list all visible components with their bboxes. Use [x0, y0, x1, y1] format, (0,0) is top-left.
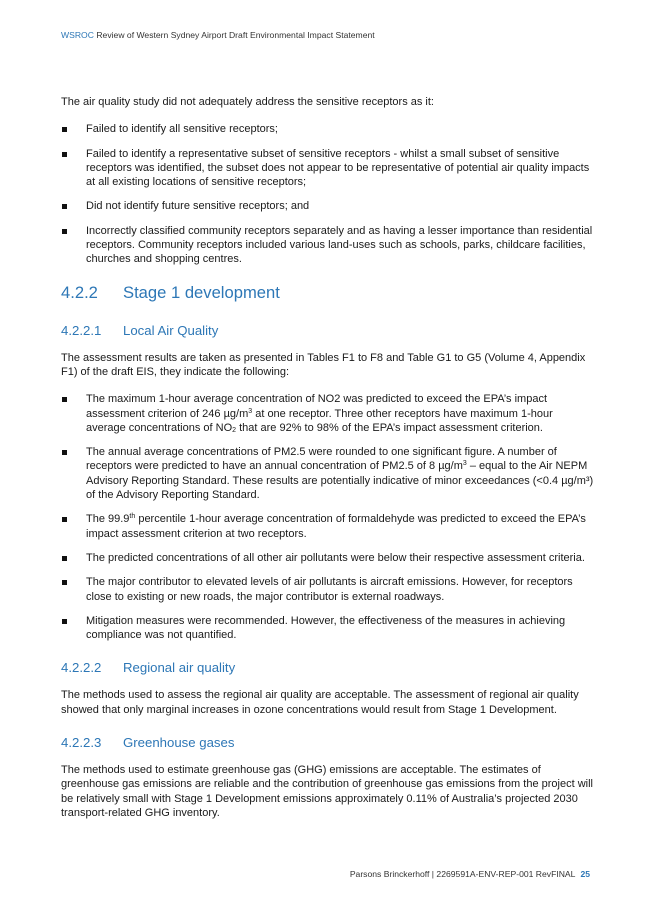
page-footer — [350, 869, 590, 879]
list-item: Incorrectly classified community receptors separately and as having a lesser importance than residential receptors. Community receptors included various land-uses such as schools, parks, childcare facilities, churches and shopping centres. — [61, 224, 595, 267]
header-title: Review of Western Sydney Airport Draft Environmental Impact Statement — [96, 30, 375, 40]
ghg-paragraph: The methods used to estimate greenhouse gas (GHG) emissions are acceptable. The estimates of greenhouse gas emissions are reliable and the contribution of greenhouse gas emissions from the project will be relatively small with Stage 1 Development emissions approximately 0.11% of Australia’s projected 2030 transport-related GHG inventory. — [61, 764, 593, 819]
local-paragraph: The assessment results are taken as presented in Tables F1 to F8 and Table G1 to G5 (Volume 4, Appendix F1) of the draft EIS, they indicate the following: — [61, 351, 586, 378]
document-body — [61, 95, 595, 833]
subsection-heading-ghg — [61, 735, 595, 751]
bullet-square-icon — [62, 127, 67, 132]
intro-bullet-list — [61, 122, 595, 266]
local-bullet-list — [61, 392, 595, 642]
regional-paragraph: The methods used to assess the regional air quality are acceptable. The assessment of regional air quality showed that only marginal increases in ozone concentrations would result from Stage 1 Development. — [61, 689, 579, 716]
subsection-title: Greenhouse gases — [123, 735, 235, 751]
list-item: Failed to identify all sensitive receptors; — [61, 122, 595, 136]
subsection-heading-regional — [61, 660, 595, 676]
page-number: 25 — [580, 869, 590, 879]
bullet-square-icon — [62, 517, 67, 522]
intro-paragraph: The air quality study did not adequately address the sensitive receptors as it: — [61, 96, 434, 108]
section-number: 4.2.2 — [61, 282, 98, 302]
section-title: Stage 1 development — [123, 282, 280, 302]
list-item: The predicted concentrations of all other air pollutants were below their respective assessment criteria. — [61, 551, 595, 565]
list-item: Failed to identify a representative subset of sensitive receptors - whilst a small subset of sensitive receptors was identified, the subset does not appear to be representative of potential air quality impacts at all existing locations of sensitive receptors; — [61, 147, 595, 190]
footer-text: Parsons Brinckerhoff | 2269591A-ENV-REP-001 RevFINAL — [349, 869, 576, 879]
subsection-heading-local — [61, 323, 595, 339]
list-item: The 99.9th percentile 1-hour average concentration of formaldehyde was predicted to exceed the EPA’s impact assessment criterion at two receptors. — [61, 512, 595, 541]
list-item: The major contributor to elevated levels of air pollutants is aircraft emissions. However, for receptors close to existing or new roads, the major contributor is external roadways. — [61, 575, 595, 604]
bullet-square-icon — [62, 450, 67, 455]
header-org: WSROC — [61, 30, 94, 40]
bullet-square-icon — [62, 580, 67, 585]
list-item: Did not identify future sensitive receptors; and — [61, 199, 595, 213]
list-item: Mitigation measures were recommended. However, the effectiveness of the measures in achieving compliance was not quantified. — [61, 614, 595, 643]
section-heading — [61, 283, 595, 303]
bullet-square-icon — [62, 229, 67, 234]
list-item: The annual average concentrations of PM2.5 were rounded to one significant figure. A number of receptors were predicted to have an annual concentration of PM2.5 of 8 $\mu g/m^3$ – equal to the Air NEPM Advisory Reporting Standard. These results are potentially indicative of minor exceedances (<0.4 µg/m³) of the Advisory Reporting Standard. — [61, 445, 595, 502]
list-item: The maximum 1-hour average concentration of NO2 was predicted to exceed the EPA’s impact assessment criterion of 246 $\mu g/m^3$ at one receptor. Three other receptors have maximum 1-hour average concentrations of $NO_2$ that are 92% to 98% of the EPA’s impact assessment criterion. — [61, 392, 595, 435]
subsection-number: 4.2.2.2 — [61, 660, 102, 676]
page-header — [61, 30, 375, 40]
subsection-title: Regional air quality — [123, 660, 236, 676]
subsection-number: 4.2.2.1 — [61, 322, 102, 338]
bullet-square-icon — [62, 152, 67, 157]
bullet-square-icon — [62, 619, 67, 624]
subsection-number: 4.2.2.3 — [61, 735, 102, 751]
bullet-square-icon — [62, 397, 67, 402]
bullet-square-icon — [62, 204, 67, 209]
subsection-title: Local Air Quality — [123, 322, 219, 338]
bullet-square-icon — [62, 556, 67, 561]
